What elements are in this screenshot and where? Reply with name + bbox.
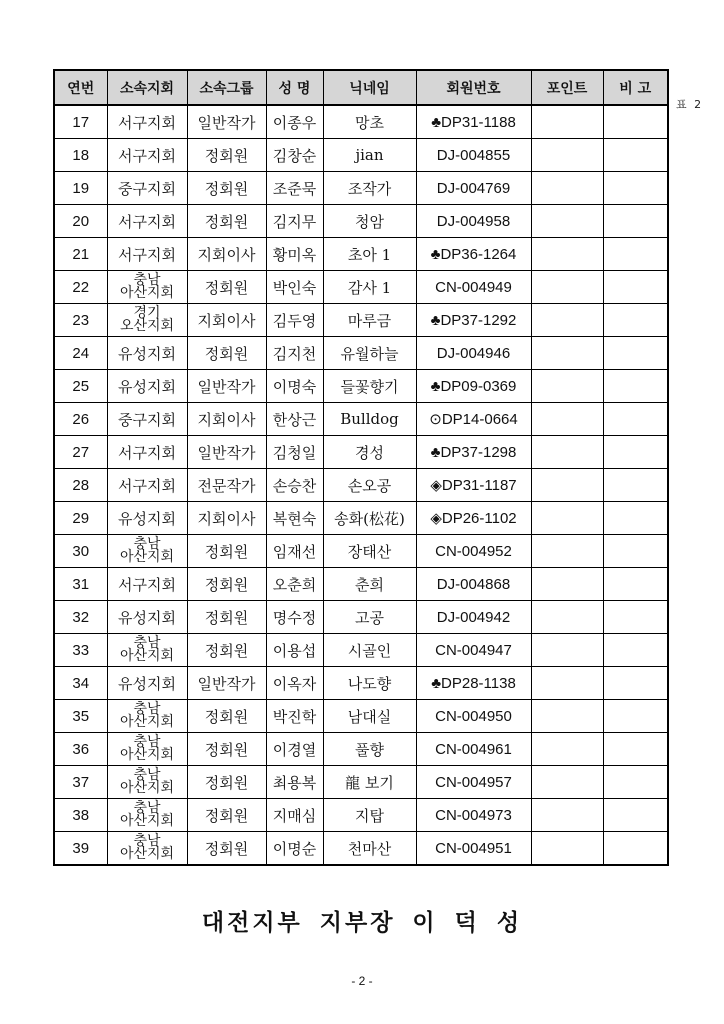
- branch-cell: [107, 403, 187, 436]
- group-cell: 지회이사: [187, 502, 266, 535]
- points-cell: [531, 733, 603, 766]
- group-cell: 정회원: [187, 568, 266, 601]
- member-table: [53, 69, 669, 866]
- member-number-cell: DJ-004855: [416, 139, 531, 172]
- table-row: [54, 403, 668, 436]
- nickname-cell: jian: [323, 139, 416, 172]
- points-cell: [531, 436, 603, 469]
- member-number-cell: ◈DP26-1102: [416, 502, 531, 535]
- header-branch: 소속지회: [107, 70, 187, 105]
- branch-line: 충남: [133, 767, 161, 783]
- nickname-cell: 풀향: [323, 733, 416, 766]
- branch-cell: [107, 766, 187, 799]
- points-cell: [531, 172, 603, 205]
- group-cell: 정회원: [187, 700, 266, 733]
- note-cell: [603, 799, 668, 832]
- points-cell: [531, 403, 603, 436]
- table-header-row: [54, 70, 668, 105]
- table-row: [54, 535, 668, 568]
- table-row: [54, 337, 668, 370]
- member-number-cell: CN-004950: [416, 700, 531, 733]
- member-number-cell: DJ-004946: [416, 337, 531, 370]
- table-row: [54, 733, 668, 766]
- group-cell: 일반작가: [187, 370, 266, 403]
- points-cell: [531, 238, 603, 271]
- points-cell: [531, 304, 603, 337]
- table-row: [54, 832, 668, 866]
- note-cell: [603, 403, 668, 436]
- group-cell: 지회이사: [187, 238, 266, 271]
- branch-line: 서구지회: [118, 146, 176, 165]
- branch-cell: [107, 370, 187, 403]
- group-cell: 정회원: [187, 733, 266, 766]
- branch-line: 경기: [133, 305, 161, 321]
- nickname-cell: Bulldog: [323, 403, 416, 436]
- nickname-cell: 손오공: [323, 469, 416, 502]
- table-row: [54, 601, 668, 634]
- nickname-cell: 춘희: [323, 568, 416, 601]
- branch-cell: [107, 105, 187, 139]
- branch-line: 아산지회: [119, 747, 175, 763]
- nickname-cell: 龍 보기: [323, 766, 416, 799]
- name-cell: 김창순: [266, 139, 323, 172]
- nickname-cell: 망초: [323, 105, 416, 139]
- table-row: [54, 205, 668, 238]
- branch-line: 서구지회: [118, 443, 176, 462]
- table-row: [54, 568, 668, 601]
- branch-cell: [107, 733, 187, 766]
- branch-line: 유성지회: [118, 377, 176, 396]
- branch-line: 유성지회: [118, 608, 176, 627]
- branch-line: 아산지회: [119, 714, 175, 730]
- branch-line: 충남: [133, 734, 161, 750]
- note-cell: [603, 634, 668, 667]
- group-cell: 정회원: [187, 535, 266, 568]
- points-cell: [531, 139, 603, 172]
- points-cell: [531, 568, 603, 601]
- member-number-cell: CN-004957: [416, 766, 531, 799]
- member-number-cell: ♣DP09-0369: [416, 370, 531, 403]
- table-row: [54, 370, 668, 403]
- row-number: 28: [54, 469, 107, 502]
- branch-line: 충남: [133, 536, 161, 552]
- signature-line: 대전지부 지부장 이 덕 성: [201, 909, 523, 936]
- points-cell: [531, 634, 603, 667]
- branch-line: 충남: [133, 635, 161, 651]
- name-cell: 김지무: [266, 205, 323, 238]
- group-cell: 정회원: [187, 271, 266, 304]
- table-row: [54, 105, 668, 139]
- row-number: 37: [54, 766, 107, 799]
- member-number-cell: CN-004949: [416, 271, 531, 304]
- points-cell: [531, 832, 603, 866]
- member-number-cell: DJ-004958: [416, 205, 531, 238]
- points-cell: [531, 601, 603, 634]
- branch-line: 아산지회: [119, 846, 175, 862]
- member-number-cell: DJ-004868: [416, 568, 531, 601]
- points-cell: [531, 667, 603, 700]
- row-number: 18: [54, 139, 107, 172]
- branch-cell: [107, 304, 187, 337]
- branch-cell: [107, 700, 187, 733]
- table-row: [54, 799, 668, 832]
- branch-line: 서구지회: [118, 476, 176, 495]
- nickname-cell: 감사 1: [323, 271, 416, 304]
- nickname-cell: 청암: [323, 205, 416, 238]
- points-cell: [531, 370, 603, 403]
- note-cell: [603, 832, 668, 866]
- row-number: 31: [54, 568, 107, 601]
- nickname-cell: 장태산: [323, 535, 416, 568]
- row-number: 34: [54, 667, 107, 700]
- branch-line: 아산지회: [119, 813, 175, 829]
- branch-cell: [107, 436, 187, 469]
- branch-line: 아산지회: [119, 549, 175, 565]
- branch-cell: [107, 799, 187, 832]
- table-row: [54, 700, 668, 733]
- group-cell: 정회원: [187, 337, 266, 370]
- table-row: [54, 667, 668, 700]
- note-cell: [603, 568, 668, 601]
- branch-line: 서구지회: [118, 212, 176, 231]
- group-cell: 정회원: [187, 799, 266, 832]
- name-cell: 임재선: [266, 535, 323, 568]
- note-cell: [603, 535, 668, 568]
- member-number-cell: CN-004952: [416, 535, 531, 568]
- name-cell: 최용복: [266, 766, 323, 799]
- branch-cell: [107, 337, 187, 370]
- branch-line: 유성지회: [118, 674, 176, 693]
- branch-line: 서구지회: [118, 113, 176, 132]
- side-table-tag: 표 2: [676, 98, 704, 111]
- member-number-cell: ♣DP37-1292: [416, 304, 531, 337]
- note-cell: [603, 105, 668, 139]
- branch-cell: [107, 502, 187, 535]
- group-cell: 일반작가: [187, 105, 266, 139]
- row-number: 19: [54, 172, 107, 205]
- table-row: [54, 172, 668, 205]
- table-row: [54, 304, 668, 337]
- member-number-cell: ♣DP37-1298: [416, 436, 531, 469]
- row-number: 22: [54, 271, 107, 304]
- branch-cell: [107, 172, 187, 205]
- nickname-cell: 남대실: [323, 700, 416, 733]
- branch-cell: [107, 271, 187, 304]
- branch-line: 유성지회: [118, 509, 176, 528]
- note-cell: [603, 667, 668, 700]
- name-cell: 김지천: [266, 337, 323, 370]
- name-cell: 이종우: [266, 105, 323, 139]
- branch-line: 충남: [133, 800, 161, 816]
- row-number: 17: [54, 105, 107, 139]
- branch-line: 서구지회: [118, 245, 176, 264]
- table-body: [54, 105, 668, 865]
- name-cell: 명수정: [266, 601, 323, 634]
- branch-line: 아산지회: [119, 285, 175, 301]
- member-number-cell: ♣DP31-1188: [416, 105, 531, 139]
- group-cell: 정회원: [187, 172, 266, 205]
- row-number: 30: [54, 535, 107, 568]
- note-cell: [603, 238, 668, 271]
- table-row: [54, 766, 668, 799]
- name-cell: 이옥자: [266, 667, 323, 700]
- name-cell: 지매심: [266, 799, 323, 832]
- row-number: 39: [54, 832, 107, 866]
- points-cell: [531, 271, 603, 304]
- nickname-cell: 고공: [323, 601, 416, 634]
- member-number-cell: DJ-004769: [416, 172, 531, 205]
- group-cell: 일반작가: [187, 436, 266, 469]
- name-cell: 이명숙: [266, 370, 323, 403]
- header-points: 포인트: [531, 70, 603, 105]
- member-number-cell: ◈DP31-1187: [416, 469, 531, 502]
- name-cell: 김두영: [266, 304, 323, 337]
- row-number: 38: [54, 799, 107, 832]
- branch-cell: [107, 469, 187, 502]
- group-cell: 일반작가: [187, 667, 266, 700]
- row-number: 25: [54, 370, 107, 403]
- member-number-cell: CN-004973: [416, 799, 531, 832]
- row-number: 23: [54, 304, 107, 337]
- branch-cell: [107, 205, 187, 238]
- name-cell: 황미옥: [266, 238, 323, 271]
- member-number-cell: ⊙DP14-0664: [416, 403, 531, 436]
- row-number: 21: [54, 238, 107, 271]
- branch-cell: [107, 667, 187, 700]
- branch-line: 아산지회: [119, 648, 175, 664]
- nickname-cell: 지탑: [323, 799, 416, 832]
- points-cell: [531, 105, 603, 139]
- name-cell: 손승찬: [266, 469, 323, 502]
- points-cell: [531, 535, 603, 568]
- header-group: 소속그룹: [187, 70, 266, 105]
- branch-line: 서구지회: [118, 575, 176, 594]
- header-note: 비 고: [603, 70, 668, 105]
- table-row: [54, 634, 668, 667]
- group-cell: 정회원: [187, 601, 266, 634]
- points-cell: [531, 766, 603, 799]
- row-number: 35: [54, 700, 107, 733]
- note-cell: [603, 601, 668, 634]
- name-cell: 박진학: [266, 700, 323, 733]
- note-cell: [603, 700, 668, 733]
- note-cell: [603, 337, 668, 370]
- group-cell: 정회원: [187, 634, 266, 667]
- table-row: [54, 502, 668, 535]
- header-no: 연번: [54, 70, 107, 105]
- note-cell: [603, 502, 668, 535]
- name-cell: 김청일: [266, 436, 323, 469]
- row-number: 24: [54, 337, 107, 370]
- table-row: [54, 469, 668, 502]
- name-cell: 박인숙: [266, 271, 323, 304]
- nickname-cell: 초아 1: [323, 238, 416, 271]
- group-cell: 정회원: [187, 139, 266, 172]
- member-number-cell: ♣DP36-1264: [416, 238, 531, 271]
- branch-line: 충남: [133, 833, 161, 849]
- branch-line: 중구지회: [118, 179, 176, 198]
- header-nickname: 닉네임: [323, 70, 416, 105]
- row-number: 29: [54, 502, 107, 535]
- name-cell: 조준묵: [266, 172, 323, 205]
- name-cell: 이명순: [266, 832, 323, 866]
- points-cell: [531, 469, 603, 502]
- branch-cell: [107, 535, 187, 568]
- member-number-cell: DJ-004942: [416, 601, 531, 634]
- row-number: 33: [54, 634, 107, 667]
- table-row: [54, 436, 668, 469]
- table-row: [54, 139, 668, 172]
- note-cell: [603, 271, 668, 304]
- group-cell: 정회원: [187, 832, 266, 866]
- member-number-cell: ♣DP28-1138: [416, 667, 531, 700]
- row-number: 26: [54, 403, 107, 436]
- nickname-cell: 나도향: [323, 667, 416, 700]
- name-cell: 복현숙: [266, 502, 323, 535]
- name-cell: 이용섭: [266, 634, 323, 667]
- branch-cell: [107, 634, 187, 667]
- page-number: - 2 -: [351, 974, 373, 988]
- points-cell: [531, 700, 603, 733]
- member-number-cell: CN-004947: [416, 634, 531, 667]
- note-cell: [603, 172, 668, 205]
- points-cell: [531, 799, 603, 832]
- row-number: 36: [54, 733, 107, 766]
- nickname-cell: 조작가: [323, 172, 416, 205]
- nickname-cell: 들꽃향기: [323, 370, 416, 403]
- nickname-cell: 천마산: [323, 832, 416, 866]
- name-cell: 이경열: [266, 733, 323, 766]
- row-number: 32: [54, 601, 107, 634]
- branch-line: 유성지회: [118, 344, 176, 363]
- branch-cell: [107, 601, 187, 634]
- nickname-cell: 유월하늘: [323, 337, 416, 370]
- group-cell: 정회원: [187, 205, 266, 238]
- header-member-number: 회원번호: [416, 70, 531, 105]
- table-row: [54, 271, 668, 304]
- branch-line: 충남: [133, 701, 161, 717]
- member-number-cell: CN-004951: [416, 832, 531, 866]
- member-number-cell: CN-004961: [416, 733, 531, 766]
- note-cell: [603, 733, 668, 766]
- branch-cell: [107, 832, 187, 866]
- group-cell: 지회이사: [187, 304, 266, 337]
- row-number: 27: [54, 436, 107, 469]
- points-cell: [531, 205, 603, 238]
- nickname-cell: 마루금: [323, 304, 416, 337]
- nickname-cell: 경성: [323, 436, 416, 469]
- note-cell: [603, 469, 668, 502]
- note-cell: [603, 304, 668, 337]
- nickname-cell: 송화(松花): [323, 502, 416, 535]
- group-cell: 지회이사: [187, 403, 266, 436]
- points-cell: [531, 502, 603, 535]
- nickname-cell: 시골인: [323, 634, 416, 667]
- branch-line: 오산지회: [119, 318, 175, 334]
- branch-line: 중구지회: [118, 410, 176, 429]
- group-cell: 전문작가: [187, 469, 266, 502]
- row-number: 20: [54, 205, 107, 238]
- points-cell: [531, 337, 603, 370]
- note-cell: [603, 139, 668, 172]
- header-name: 성 명: [266, 70, 323, 105]
- branch-line: 아산지회: [119, 780, 175, 796]
- branch-cell: [107, 568, 187, 601]
- branch-line: 충남: [133, 272, 161, 288]
- note-cell: [603, 370, 668, 403]
- branch-cell: [107, 238, 187, 271]
- table-row: [54, 238, 668, 271]
- name-cell: 한상근: [266, 403, 323, 436]
- group-cell: 정회원: [187, 766, 266, 799]
- note-cell: [603, 205, 668, 238]
- note-cell: [603, 436, 668, 469]
- branch-cell: [107, 139, 187, 172]
- name-cell: 오춘희: [266, 568, 323, 601]
- note-cell: [603, 766, 668, 799]
